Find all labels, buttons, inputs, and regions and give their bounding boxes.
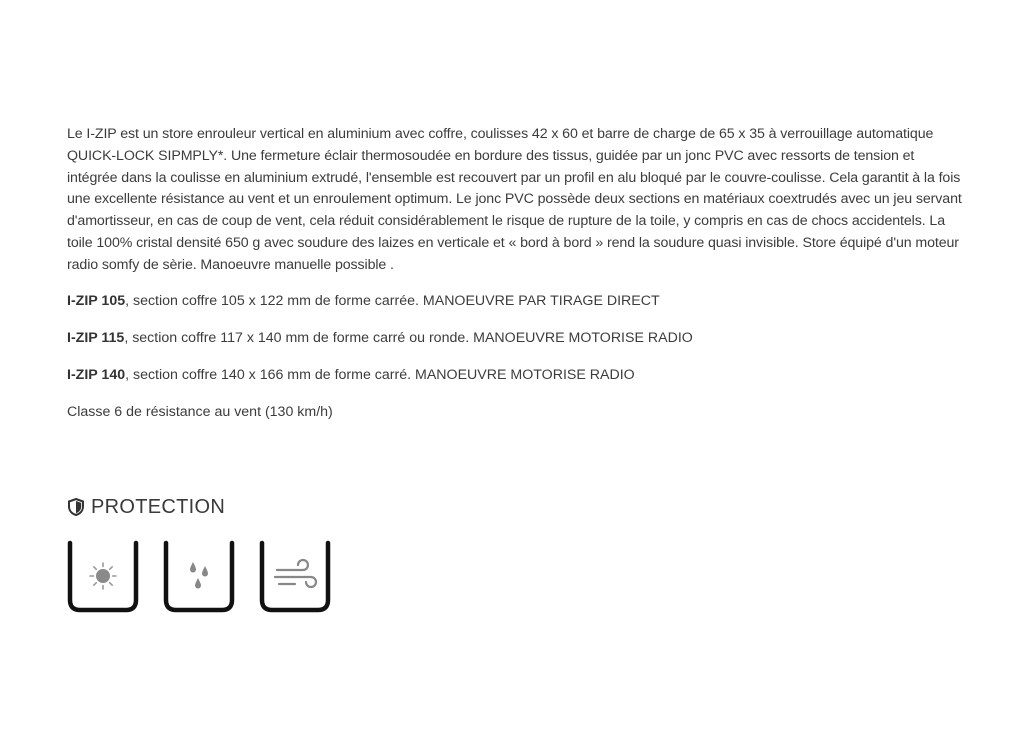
spec-model: I-ZIP 115 [67,329,125,346]
wind-class-line: Classe 6 de résistance au vent (130 km/h) [67,403,333,420]
spec-line-izip-115 [67,328,962,348]
spec-model: I-ZIP 105 [67,292,126,309]
spec-model: I-ZIP 140 [67,366,126,383]
sun-icon [67,540,139,613]
spec-text: , section coffre 117 x 140 mm de forme carré ou ronde. MANOEUVRE MOTORISE RADIO [124,329,693,346]
description-paragraph: Le I-ZIP est un store enrouleur vertical en aluminium avec coffre, coulisses 42 x 60 et barre de charge de 65 x 35 à verrouillage automatique QUICK-LOCK SIPMPLY*. Une fermeture éclair thermosoudée en bordure des tissus, guidée par un jonc PVC avec ressorts de tension et intégrée dans la coulisse en aluminium extrudé, l'ensemble est recouvert par un profil en alu bloqué par le couvre-coulisse. Cela garantit à la fois une excellente résistance au vent et un enroulement optimum. Le jonc PVC possède deux sections en matériaux coextrudés avec un jeu servant d'amortisseur, en cas de coup de vent, cela réduit considérablement le risque de rupture de la toile, y compris en cas de chocs accidentels. La toile 100% cristal densité 650 g avec soudure des laizes en verticale et « bord à bord » rend la soudure quasi invisible. Store équipé d'un moteur radio somfy de sèrie. Manoeuvre manuelle possible . [67,126,962,273]
shield-icon [67,498,85,516]
wind-icon [259,540,331,613]
product-description [67,124,962,422]
protection-heading [67,494,225,520]
spec-text: , section coffre 105 x 122 mm de forme carrée. MANOEUVRE PAR TIRAGE DIRECT [125,292,660,309]
protection-label: PROTECTION [91,495,226,518]
protection-icons [67,540,331,613]
spec-line-izip-140 [67,365,962,385]
spec-text: , section coffre 140 x 166 mm de forme carré. MANOEUVRE MOTORISE RADIO [125,366,635,383]
spec-line-izip-105 [67,291,962,311]
rain-icon [163,540,235,613]
